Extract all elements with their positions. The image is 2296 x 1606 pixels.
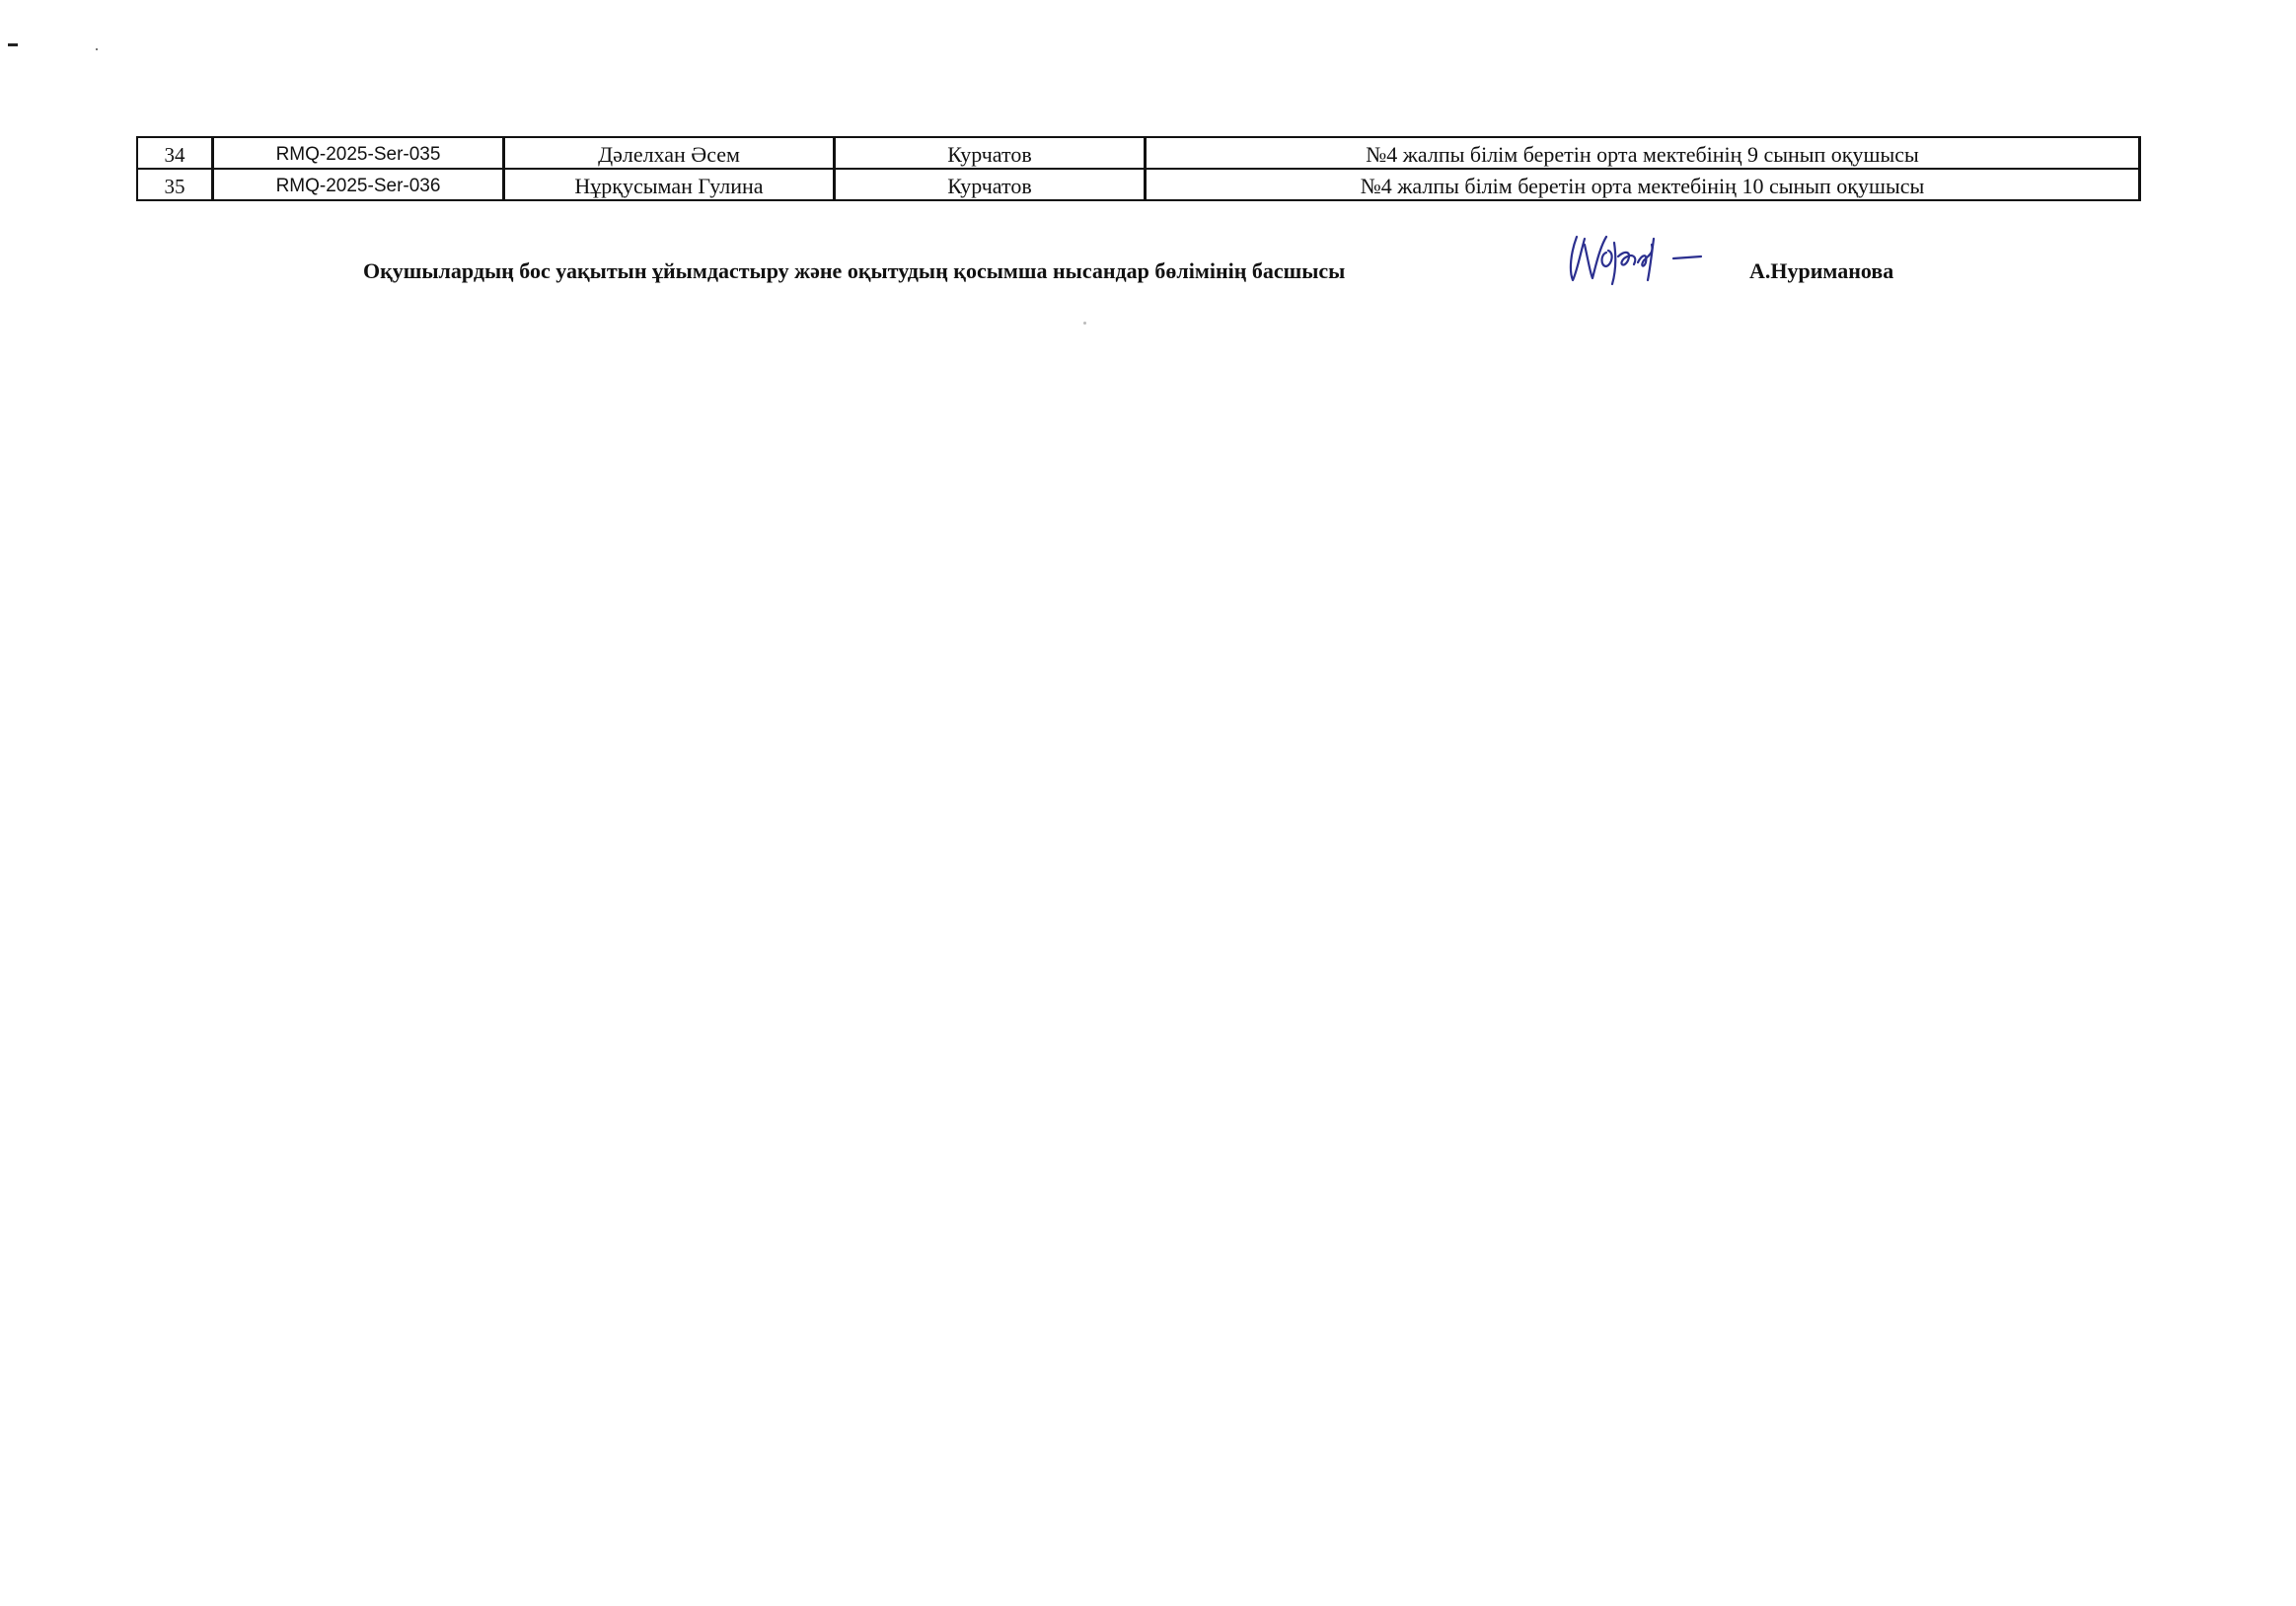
row-number: 34 (137, 137, 213, 169)
records-table (136, 136, 2141, 201)
table-row (137, 137, 2140, 169)
row-code: RMQ-2025-Ser-035 (213, 137, 504, 169)
row-name: Нұрқусыман Гулина (504, 169, 835, 200)
row-description: №4 жалпы білім беретін орта мектебінің 10 сынып оқушысы (1146, 169, 2140, 200)
row-name: Дәлелхан Әсем (504, 137, 835, 169)
scan-speck (8, 43, 18, 46)
position-title: Оқушылардың бос уақытын ұйымдастыру және оқытудың қосымша нысандар бөлімінің басшысы (363, 258, 1346, 283)
row-number: 35 (137, 169, 213, 200)
row-city: Курчатов (835, 169, 1146, 200)
scan-speck (1083, 322, 1086, 325)
row-description: №4 жалпы білім беретін орта мектебінің 9 сынып оқушысы (1146, 137, 2140, 169)
table-row (137, 169, 2140, 200)
scan-speck (96, 48, 98, 50)
signature-icon (1563, 223, 1711, 292)
signatory-name: А.Нуриманова (1749, 258, 1894, 283)
row-code: RMQ-2025-Ser-036 (213, 169, 504, 200)
row-city: Курчатов (835, 137, 1146, 169)
